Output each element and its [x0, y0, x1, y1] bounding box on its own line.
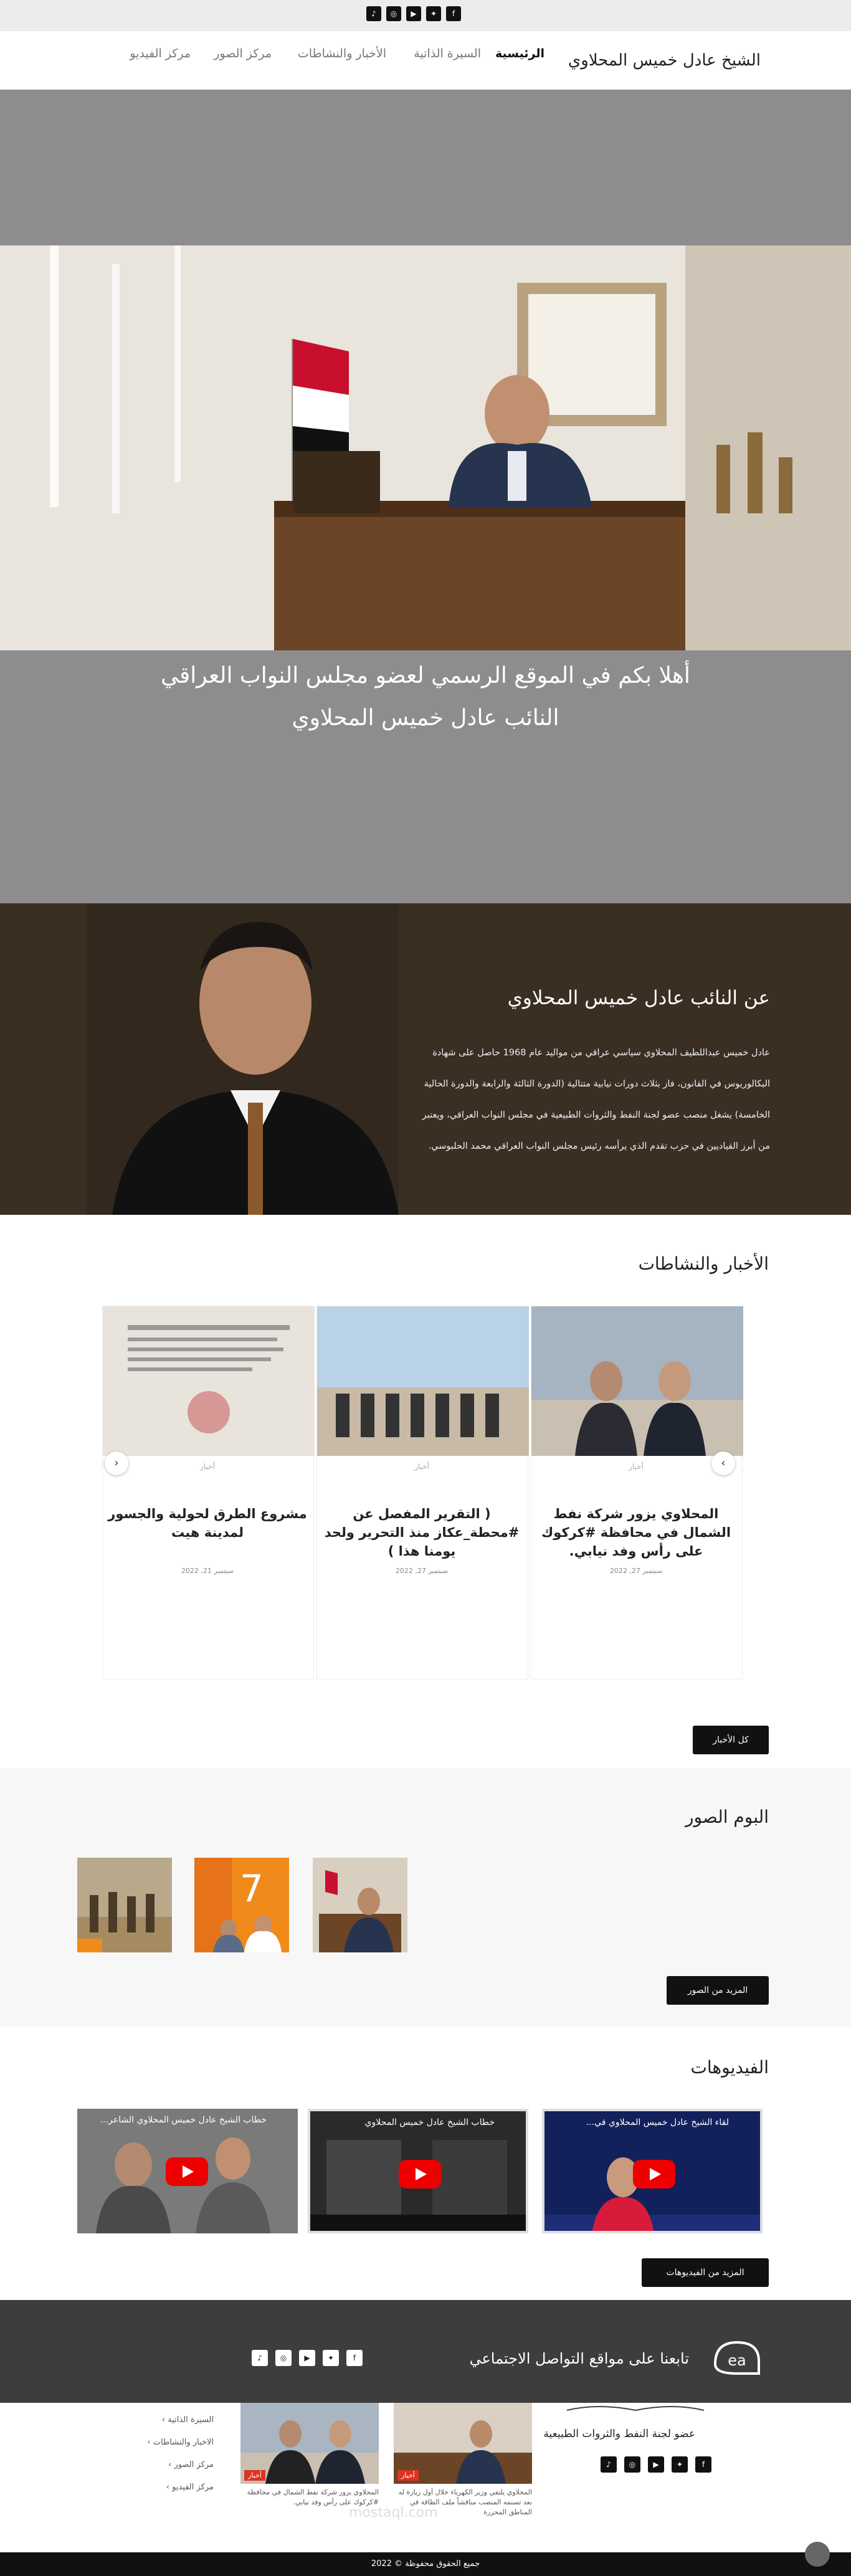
footer-link[interactable]: الاخبار والنشاطات › — [147, 2438, 214, 2447]
video-title: خطاب الشيخ عادل خميس المحلاوي — [364, 2117, 495, 2127]
news-category: أخبار — [414, 1462, 429, 1471]
youtube-icon[interactable]: ▶ — [299, 2350, 315, 2366]
tiktok-icon[interactable]: ♪ — [601, 2456, 617, 2473]
about-section — [0, 903, 851, 1215]
albums-section — [0, 1768, 851, 2027]
videos-title: الفيديوهات — [690, 2057, 769, 2078]
hero-heading: أهلا بكم في الموقع الرسمي لعضو مجلس النواب العراقي — [161, 663, 690, 688]
tiktok-icon[interactable]: ♪ — [252, 2350, 268, 2366]
about-text-line: من أبرز القياديين في حزب تقدم الذي يرأسه رئيس مجلس النواب العراقي محمد الحلبوسي. — [428, 1141, 770, 1151]
news-card-image — [531, 1306, 743, 1456]
youtube-icon[interactable]: ▶ — [406, 6, 421, 21]
news-card-date: سبتمبر 27, 2022 — [395, 1567, 449, 1575]
news-carousel — [77, 1306, 775, 1680]
video-title: لقاء الشيخ عادل خميس المحلاوي في... — [586, 2117, 729, 2127]
tiktok-icon[interactable]: ♪ — [366, 6, 381, 21]
twitter-icon[interactable]: ✦ — [672, 2456, 688, 2473]
album-thumbnail[interactable] — [77, 1858, 172, 1952]
instagram-icon[interactable]: ◎ — [624, 2456, 640, 2473]
about-title: عن النائب عادل خميس المحلاوي — [507, 987, 770, 1009]
news-card-image — [317, 1306, 529, 1456]
about-text-line: البكالوريوس في القانون، فاز بثلاث دورات نيابية متتالية (الدورة الثالثة والرابعة والدورة الحالية — [424, 1079, 770, 1089]
copyright-bar: جميع الحقوق محفوظة © 2022 — [0, 2552, 851, 2576]
youtube-icon[interactable]: ▶ — [648, 2456, 664, 2473]
news-card-date: سبتمبر 27, 2022 — [609, 1567, 663, 1575]
news-card-image — [103, 1306, 315, 1456]
site-logo[interactable]: الشيخ عادل خميس المحلاوي — [568, 51, 761, 70]
twitter-icon[interactable]: ✦ — [323, 2350, 339, 2366]
facebook-icon[interactable]: f — [695, 2456, 711, 2473]
carousel-prev-arrow[interactable]: ‹ — [105, 1452, 128, 1475]
footer-logo-fragment — [561, 2403, 710, 2415]
footer-news-title[interactable]: المحلاوي يزور شركة نفط الشمال في محافظة #كركوك على رأس وفد نيابي. — [247, 2488, 379, 2506]
footer-link[interactable]: السيرة الذاتية › — [161, 2415, 214, 2425]
all-news-button[interactable]: كل الأخبار — [693, 1726, 769, 1754]
news-card[interactable] — [102, 1306, 314, 1680]
scroll-top-button[interactable] — [805, 2542, 830, 2567]
nav-news[interactable]: الأخبار والنشاطات — [297, 47, 386, 60]
about-text-line: الخامسة) يشغل منصب عضو لجنة النفط والثروات الطبيعية في مجلس النواب العراقي، ويعتبر — [422, 1110, 770, 1120]
instagram-icon[interactable]: ◎ — [386, 6, 401, 21]
site-footer — [0, 2403, 851, 2552]
nav-biography[interactable]: السيرة الذاتية — [414, 47, 481, 60]
portrait-photo — [87, 903, 399, 1215]
instagram-icon[interactable]: ◎ — [275, 2350, 292, 2366]
carousel-next-arrow[interactable]: › — [711, 1452, 735, 1475]
album-thumbnail[interactable] — [313, 1858, 407, 1952]
facebook-icon[interactable]: f — [446, 6, 461, 21]
top-bar — [0, 0, 851, 31]
video-title: خطاب الشيخ عادل خميس المحلاوي الشاعر... — [100, 2115, 267, 2125]
news-card[interactable] — [316, 1306, 528, 1680]
album-thumbnail[interactable] — [194, 1858, 289, 1952]
more-photos-button[interactable]: المزيد من الصور — [667, 1976, 769, 2005]
footer-link[interactable]: مركز الفيديو › — [166, 2483, 214, 2492]
footer-news-badge: أخبار — [397, 2470, 419, 2481]
news-card-title[interactable]: المحلاوي يزور شركة نفط الشمال في محافظة #كركوك على رأس وفد نيابي. — [541, 1506, 731, 1559]
watermark: mostaql.com — [349, 2505, 438, 2521]
footer-news-badge: أخبار — [244, 2470, 265, 2481]
svg-text:7: 7 — [239, 1867, 264, 1911]
footer-news-title[interactable]: المحلاوي يلتقي وزير الكهرباء خلال أول زيارة له بعد تسنمه المنصب مناقشاً ملف الطاقة في المناطق المحررة — [398, 2488, 532, 2516]
more-videos-button[interactable]: المزيد من الفيديوهات — [642, 2258, 769, 2287]
video-embed[interactable] — [542, 2109, 763, 2233]
hero-photo — [0, 245, 851, 650]
youtube-play-icon[interactable] — [399, 2160, 441, 2189]
news-card-title[interactable]: مشروع الطرق لحولية والجسور لمدينة هيت — [108, 1506, 307, 1540]
news-category: أخبار — [200, 1462, 215, 1471]
ea-logo-icon — [709, 2336, 766, 2380]
twitter-icon[interactable]: ✦ — [426, 6, 441, 21]
footer-member-text: عضو لجنة النفط والثروات الطبيعية — [543, 2428, 695, 2440]
footer-link[interactable]: مركز الصور › — [168, 2460, 214, 2469]
about-text-line: عادل خميس عبداللطيف المحلاوي سياسي عراقي من مواليد عام 1968 حاصل على شهادة — [432, 1048, 770, 1058]
video-embed[interactable] — [77, 2109, 298, 2233]
albums-title: البوم الصور — [685, 1807, 769, 1827]
youtube-play-icon[interactable] — [633, 2160, 675, 2189]
facebook-icon[interactable]: f — [346, 2350, 363, 2366]
news-title: الأخبار والنشاطات — [638, 1253, 769, 1274]
youtube-play-icon[interactable] — [166, 2157, 208, 2186]
nav-videos[interactable]: مركز الفيديو — [130, 47, 191, 60]
hero-section — [0, 90, 851, 903]
hero-subheading: النائب عادل خميس المحلاوي — [292, 705, 559, 731]
nav-home[interactable]: الرئيسية — [495, 47, 544, 60]
svg-text:ea: ea — [728, 2352, 746, 2369]
social-title: تابعنا على مواقع التواصل الاجتماعي — [469, 2350, 689, 2367]
news-card[interactable] — [531, 1306, 743, 1680]
video-embed[interactable] — [308, 2109, 528, 2233]
news-card-date: سبتمبر 21, 2022 — [181, 1567, 234, 1575]
news-category: أخبار — [629, 1462, 644, 1471]
news-card-title[interactable]: ( التقرير المفصل عن #محطة_عكاز منذ التحرير ولحد يومنا هذا ) — [324, 1506, 520, 1559]
social-strip — [0, 2300, 851, 2403]
office-scene — [0, 245, 851, 650]
site-header — [0, 31, 851, 90]
nav-photos[interactable]: مركز الصور — [214, 47, 272, 60]
